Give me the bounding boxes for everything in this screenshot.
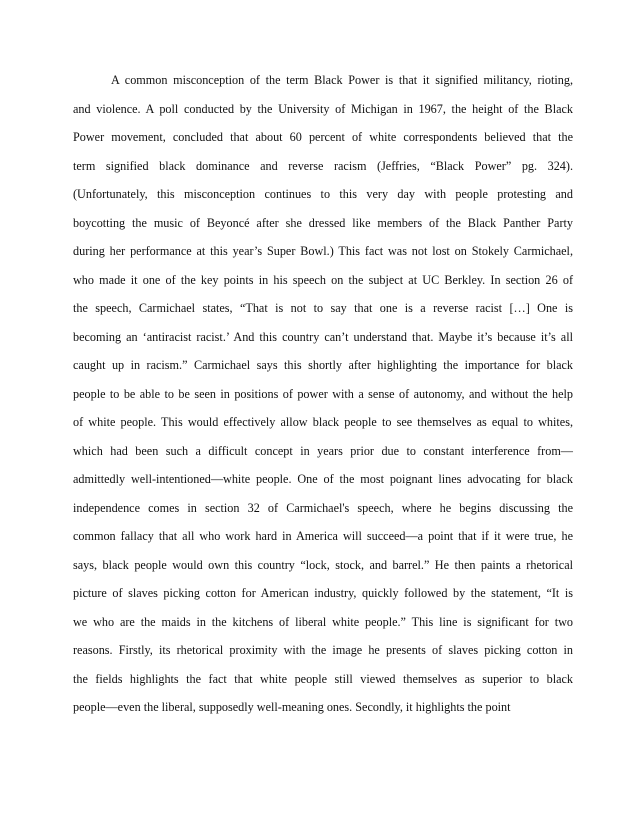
paragraph-line: caught up in racism.” Carmichael says this shortly after highlighting the importance for black	[73, 358, 573, 372]
paragraph-line: admittedly well-intentioned—white people. One of the most poignant lines advocating for black	[73, 472, 573, 486]
paragraph-line: the speech, Carmichael states, “That is not to say that one is a reverse racist […] One is	[73, 301, 573, 315]
body-paragraph	[73, 66, 573, 722]
paragraph-line: independence comes in section 32 of Carmichael's speech, where he begins discussing the	[73, 500, 573, 515]
paragraph-line: boycotting the music of Beyoncé after she dressed like members of the Black Panther Party	[73, 215, 573, 230]
paragraph-line: (Unfortunately, this misconception continues to this very day with people protesting and	[73, 187, 573, 201]
paragraph-line: Power movement, concluded that about 60 percent of white correspondents believed that the	[73, 130, 573, 144]
paragraph-line: during her performance at this year’s Super Bowl.) This fact was not lost on Stokely Carmichael,	[73, 244, 573, 258]
paragraph-line: picture of slaves picking cotton for American industry, quickly followed by the statement, “It is	[73, 586, 573, 600]
paragraph-line: of white people. This would effectively allow black people to see themselves as equal to whites,	[73, 415, 573, 429]
paragraph-line: A common misconception of the term Black Power is that it signified militancy, rioting,	[111, 73, 573, 87]
paragraph-line: we who are the maids in the kitchens of liberal white people.” This line is significant for two	[73, 614, 573, 629]
paragraph-line: becoming an ‘antiracist racist.’ And this country can’t understand that. Maybe it’s because it’s all	[73, 329, 573, 344]
paragraph-line: which had been such a difficult concept in years prior due to constant interference from—	[73, 443, 573, 458]
paragraph-line: says, black people would own this country “lock, stock, and barrel.” He then paints a rhetorical	[73, 557, 573, 572]
paragraph-line: term signified black dominance and reverse racism (Jeffries, “Black Power” pg. 324).	[73, 158, 573, 173]
paragraph-line: common fallacy that all who work hard in America will succeed—a point that if it were true, he	[73, 529, 573, 543]
paragraph-line: who made it one of the key points in his speech on the subject at UC Berkley. In section 26 of	[73, 272, 573, 287]
paragraph-line: and violence. A poll conducted by the University of Michigan in 1967, the height of the Black	[73, 101, 573, 116]
paragraph-line: people to be able to be seen in positions of power with a sense of autonomy, and without the help	[73, 386, 573, 401]
paragraph-line: people—even the liberal, supposedly well-meaning ones. Secondly, it highlights the point	[73, 700, 511, 714]
paragraph-line: the fields highlights the fact that white people still viewed themselves as superior to black	[73, 671, 573, 686]
paragraph-line: reasons. Firstly, its rhetorical proximity with the image he presents of slaves picking cotton in	[73, 643, 573, 657]
